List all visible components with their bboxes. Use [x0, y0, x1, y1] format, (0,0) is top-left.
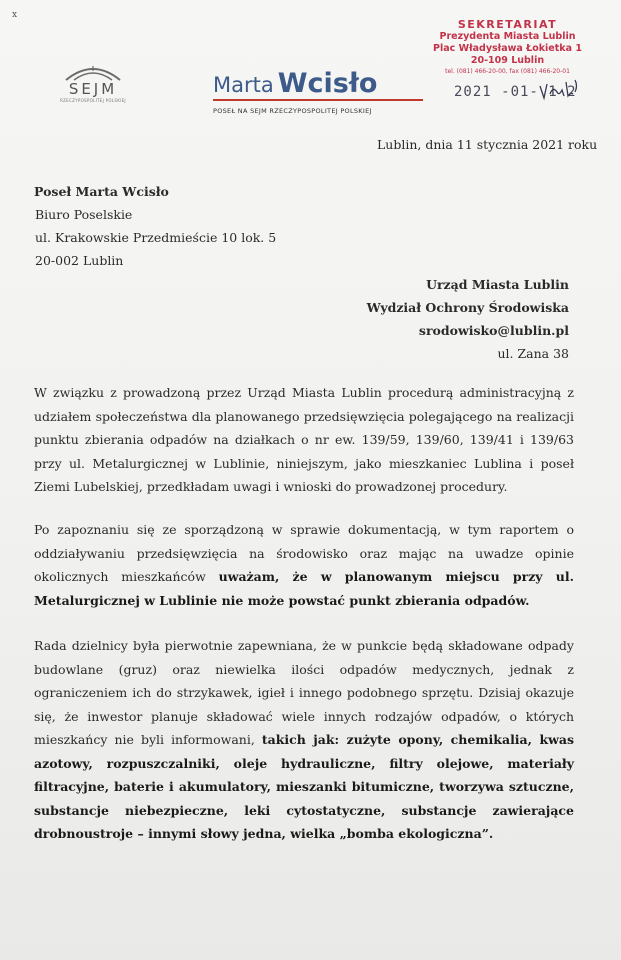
- stamp-line-2: Plac Władysława Łokietka 1: [433, 43, 582, 54]
- sejm-dome-icon: [62, 62, 124, 82]
- secretariat-stamp: [420, 18, 595, 76]
- stamp-date: 2021 -01- 1 2: [454, 84, 577, 100]
- paragraph-2: [34, 518, 574, 612]
- letterhead-rule: [213, 99, 423, 101]
- last-name: Wcisło: [277, 68, 378, 99]
- paragraph-3-text: Rada dzielnicy była pierwotnie zapewniana, że w punkcie będą składowane odpady budowlane (gruz) oraz niewielka ilości odpadów medycznych, jednak z ograniczeniem ich do strzykawek, igieł i innego podobnego sprzętu. Dzisiaj okazuje się, że inwestor planuje składować wiele innych rodzajów odpadów, o których mieszkańcy nie byli informowani,: [34, 638, 574, 747]
- letter-date: Lublin, dnia 11 stycznia 2021 roku: [377, 137, 598, 152]
- paragraph-3-emphasis: takich jak: zużyte opony, chemikalia, kwas azotowy, rozpuszczalniki, oleje hydrauliczne, filtry olejowe, materiały filtracyjne, baterie i akumulatory, mieszanki bitumiczne, tworzywa sztuczne, substancje niebezpieczne, leki cytostatyczne, substancje zawierające drobnoustroje – innymi słowy jedna, wielka „bomba ekologiczna”.: [34, 732, 575, 841]
- sejm-logo: [58, 62, 128, 112]
- stamp-line-4: tel. (081) 466-20-00, fax (081) 466-20-01: [445, 68, 570, 75]
- stamp-title: SEKRETARIAT: [457, 18, 558, 31]
- sender-city: 20-002 Lublin: [35, 253, 124, 268]
- sejm-logo-subtitle: RZECZYPOSPOLITEJ POLSKIEJ: [60, 98, 126, 103]
- letterhead-subtitle: POSEŁ NA SEJM RZECZYPOSPOLITEJ POLSKIEJ: [213, 107, 372, 115]
- stamp-line-3: 20-109 Lublin: [470, 55, 545, 66]
- recipient-email: srodowisko@lublin.pl: [418, 323, 569, 338]
- recipient-address: [367, 273, 569, 365]
- sender-name: Poseł Marta Wcisło: [34, 184, 169, 199]
- sejm-logo-text: SEJM: [68, 80, 118, 98]
- recipient-street: ul. Zana 38: [497, 346, 569, 361]
- first-name: Marta: [213, 73, 274, 97]
- stamp-line-1: Prezydenta Miasta Lublin: [439, 31, 576, 42]
- corner-mark: x: [12, 10, 18, 20]
- sender-street: ul. Krakowskie Przedmieście 10 lok. 5: [35, 230, 277, 245]
- sender-address: [34, 180, 276, 272]
- recipient-line-2: Wydział Ochrony Środowiska: [366, 300, 569, 315]
- recipient-line-1: Urząd Miasta Lublin: [426, 277, 569, 292]
- paragraph-2-text: Po zapoznaniu się ze sporządzoną w sprawie dokumentacją, w tym raportem o oddziaływaniu przedsięwzięcia na środowisko oraz mając na uwadze opinie okolicznych mieszkańców: [34, 522, 574, 584]
- letterhead-name: [213, 70, 423, 115]
- sender-office: Biuro Poselskie: [35, 207, 133, 222]
- paragraph-1: W związku z prowadzoną przez Urząd Miasta Lublin procedurą administracyjną z udziałem społeczeństwa dla planowanego przedsięwzięcia polegającego na realizacji punktu zbierania odpadów na działkach o nr ew. 139/59, 139/60, 139/41 i 139/63 przy ul. Metalurgicznej w Lublinie, niniejszym, jako mieszkaniec Lublina i poseł Ziemi Lubelskiej, przedkładam uwagi i wnioski do prowadzonej procedury.: [34, 385, 574, 494]
- paragraph-2-emphasis: uważam, że w planowanym miejscu przy ul. Metalurgicznej w Lublinie nie może powstać punkt zbierania odpadów.: [34, 569, 574, 608]
- paragraph-3: [34, 634, 574, 846]
- signature-icon: [537, 76, 581, 104]
